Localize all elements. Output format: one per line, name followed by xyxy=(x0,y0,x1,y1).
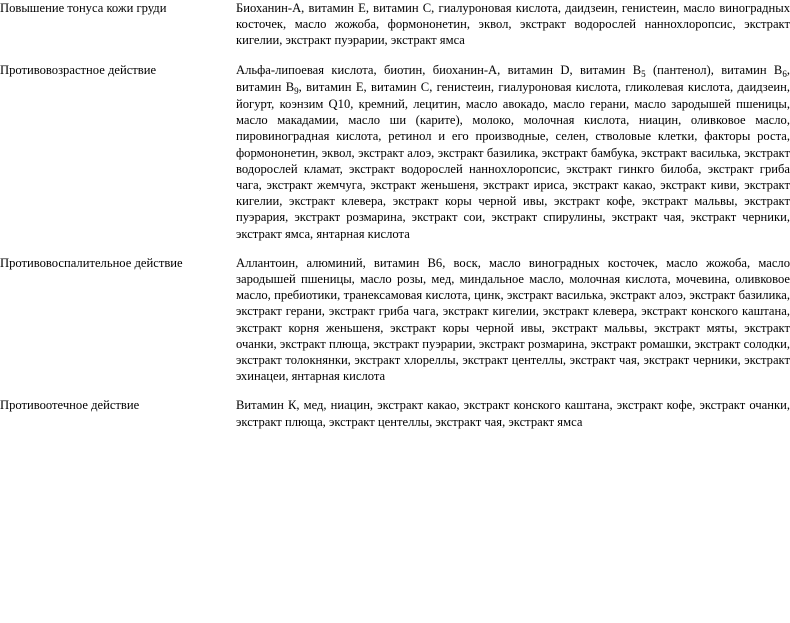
effect-name-cell: Противовозрастное действие xyxy=(0,62,157,77)
row-spacer xyxy=(0,242,790,255)
row-spacer xyxy=(0,49,790,62)
vitamin-b6-subscript: 6 xyxy=(782,68,787,79)
ingredients-cell: Витамин К, мед, ниацин, экстракт какао, экстракт конского каштана, экстракт кофе, экстракт очанки, экстракт плюща, экстракт центеллы, экстракт чая, экстракт ямса xyxy=(236,398,790,429)
ingredients-text-part: (пантенол), витамин B xyxy=(645,62,783,77)
spacer-cell-left xyxy=(0,242,236,255)
ingredients-text-part: Альфа-липоевая кислота, биотин, биоханин-А, витамин D, витамин B xyxy=(236,62,642,77)
ingredients-text-part: , витамин B xyxy=(236,62,790,94)
ingredients-text-part: , витамин Е, витамин С, генистеин, гиалуроновая кислота, гликолевая кислота, даидзеин, йогурт, коэнзим Q10, кремний, лецитин, масло авокадо, масло герани, масло зародышей пшеницы, масло макадамии, масло ши (карите), молоко, молочная кислота, ниацин, оливковое масло, пировиноградная кислота, ретинол и его производные, селен, стволовые клетки, факторы роста, формононетин, эквол, экстракт алоэ, экстракт базилика, экстракт бамбука, экстракт василька, экстракт водорослей кламат, экстракт водорослей наннохлоропсис, экстракт гинкго билоба, экстракт гриба чага, экстракт жемчуга, экстракт женьшеня, экстракт ириса, экстракт какао, экстракт киви, экстракт кигелии, экстракт клевера, экстракт коры черной ивы, экстракт кофе, экстракт мальвы, экстракт пуэрария, экстракт розмарина, экстракт сои, экстракт спирулины, экстракт чая, экстракт черники, экстракт ямса, янтарная кислота xyxy=(236,79,790,241)
vitamin-b9-subscript: 9 xyxy=(294,85,299,96)
spacer-cell-left xyxy=(0,49,236,62)
table-row xyxy=(0,62,790,242)
table-row xyxy=(0,255,790,385)
table-row xyxy=(0,397,790,429)
vitamin-b5-subscript: 5 xyxy=(641,68,646,79)
spacer-cell-right xyxy=(236,384,790,397)
spacer-cell-left xyxy=(0,384,236,397)
ingredients-cell: Аллантоин, алюминий, витамин B6, воск, масло виноградных косточек, масло жожоба, масло зародышей пшеницы, масло розы, мед, миндальное масло, молочная кислота, мочевина, оливковое масло, пребиотики, транексамовая кислота, цинк, экстракт василька, экстракт алоэ, экстракт базилика, экстракт герани, экстракт гриба чага, экстракт кигелии, экстракт клевера, экстракт конского каштана, экстракт корня женьшеня, экстракт коры черной ивы, экстракт мальвы, экстракт мяты, экстракт очанки, экстракт плюща, экстракт пуэрарии, экстракт розмарина, экстракт ромашки, экстракт солодки, экстракт толокнянки, экстракт хлореллы, экстракт центеллы, экстракт чая, экстракт черники, экстракт эхинацеи, янтарная кислота xyxy=(236,255,790,384)
effect-name-cell: Противовоспалительное действие xyxy=(0,255,183,270)
ingredients-cell: Биоханин-А, витамин Е, витамин С, гиалуроновая кислота, даидзеин, генистеин, масло виноградных косточек, масло жожоба, формононетин, эквол, экстракт водорослей наннохлоропсис, экстракт кигелии, экстракт пуэрарии, экстракт ямса xyxy=(236,1,790,48)
effect-name-cell: Противоотечное действие xyxy=(0,398,140,413)
effect-name-cell: Повышение тонуса кожи груди xyxy=(0,1,167,15)
table-row xyxy=(0,0,790,49)
spacer-cell-right xyxy=(236,49,790,62)
ingredients-cell xyxy=(236,62,790,242)
spacer-cell-right xyxy=(236,242,790,255)
row-spacer xyxy=(0,384,790,397)
